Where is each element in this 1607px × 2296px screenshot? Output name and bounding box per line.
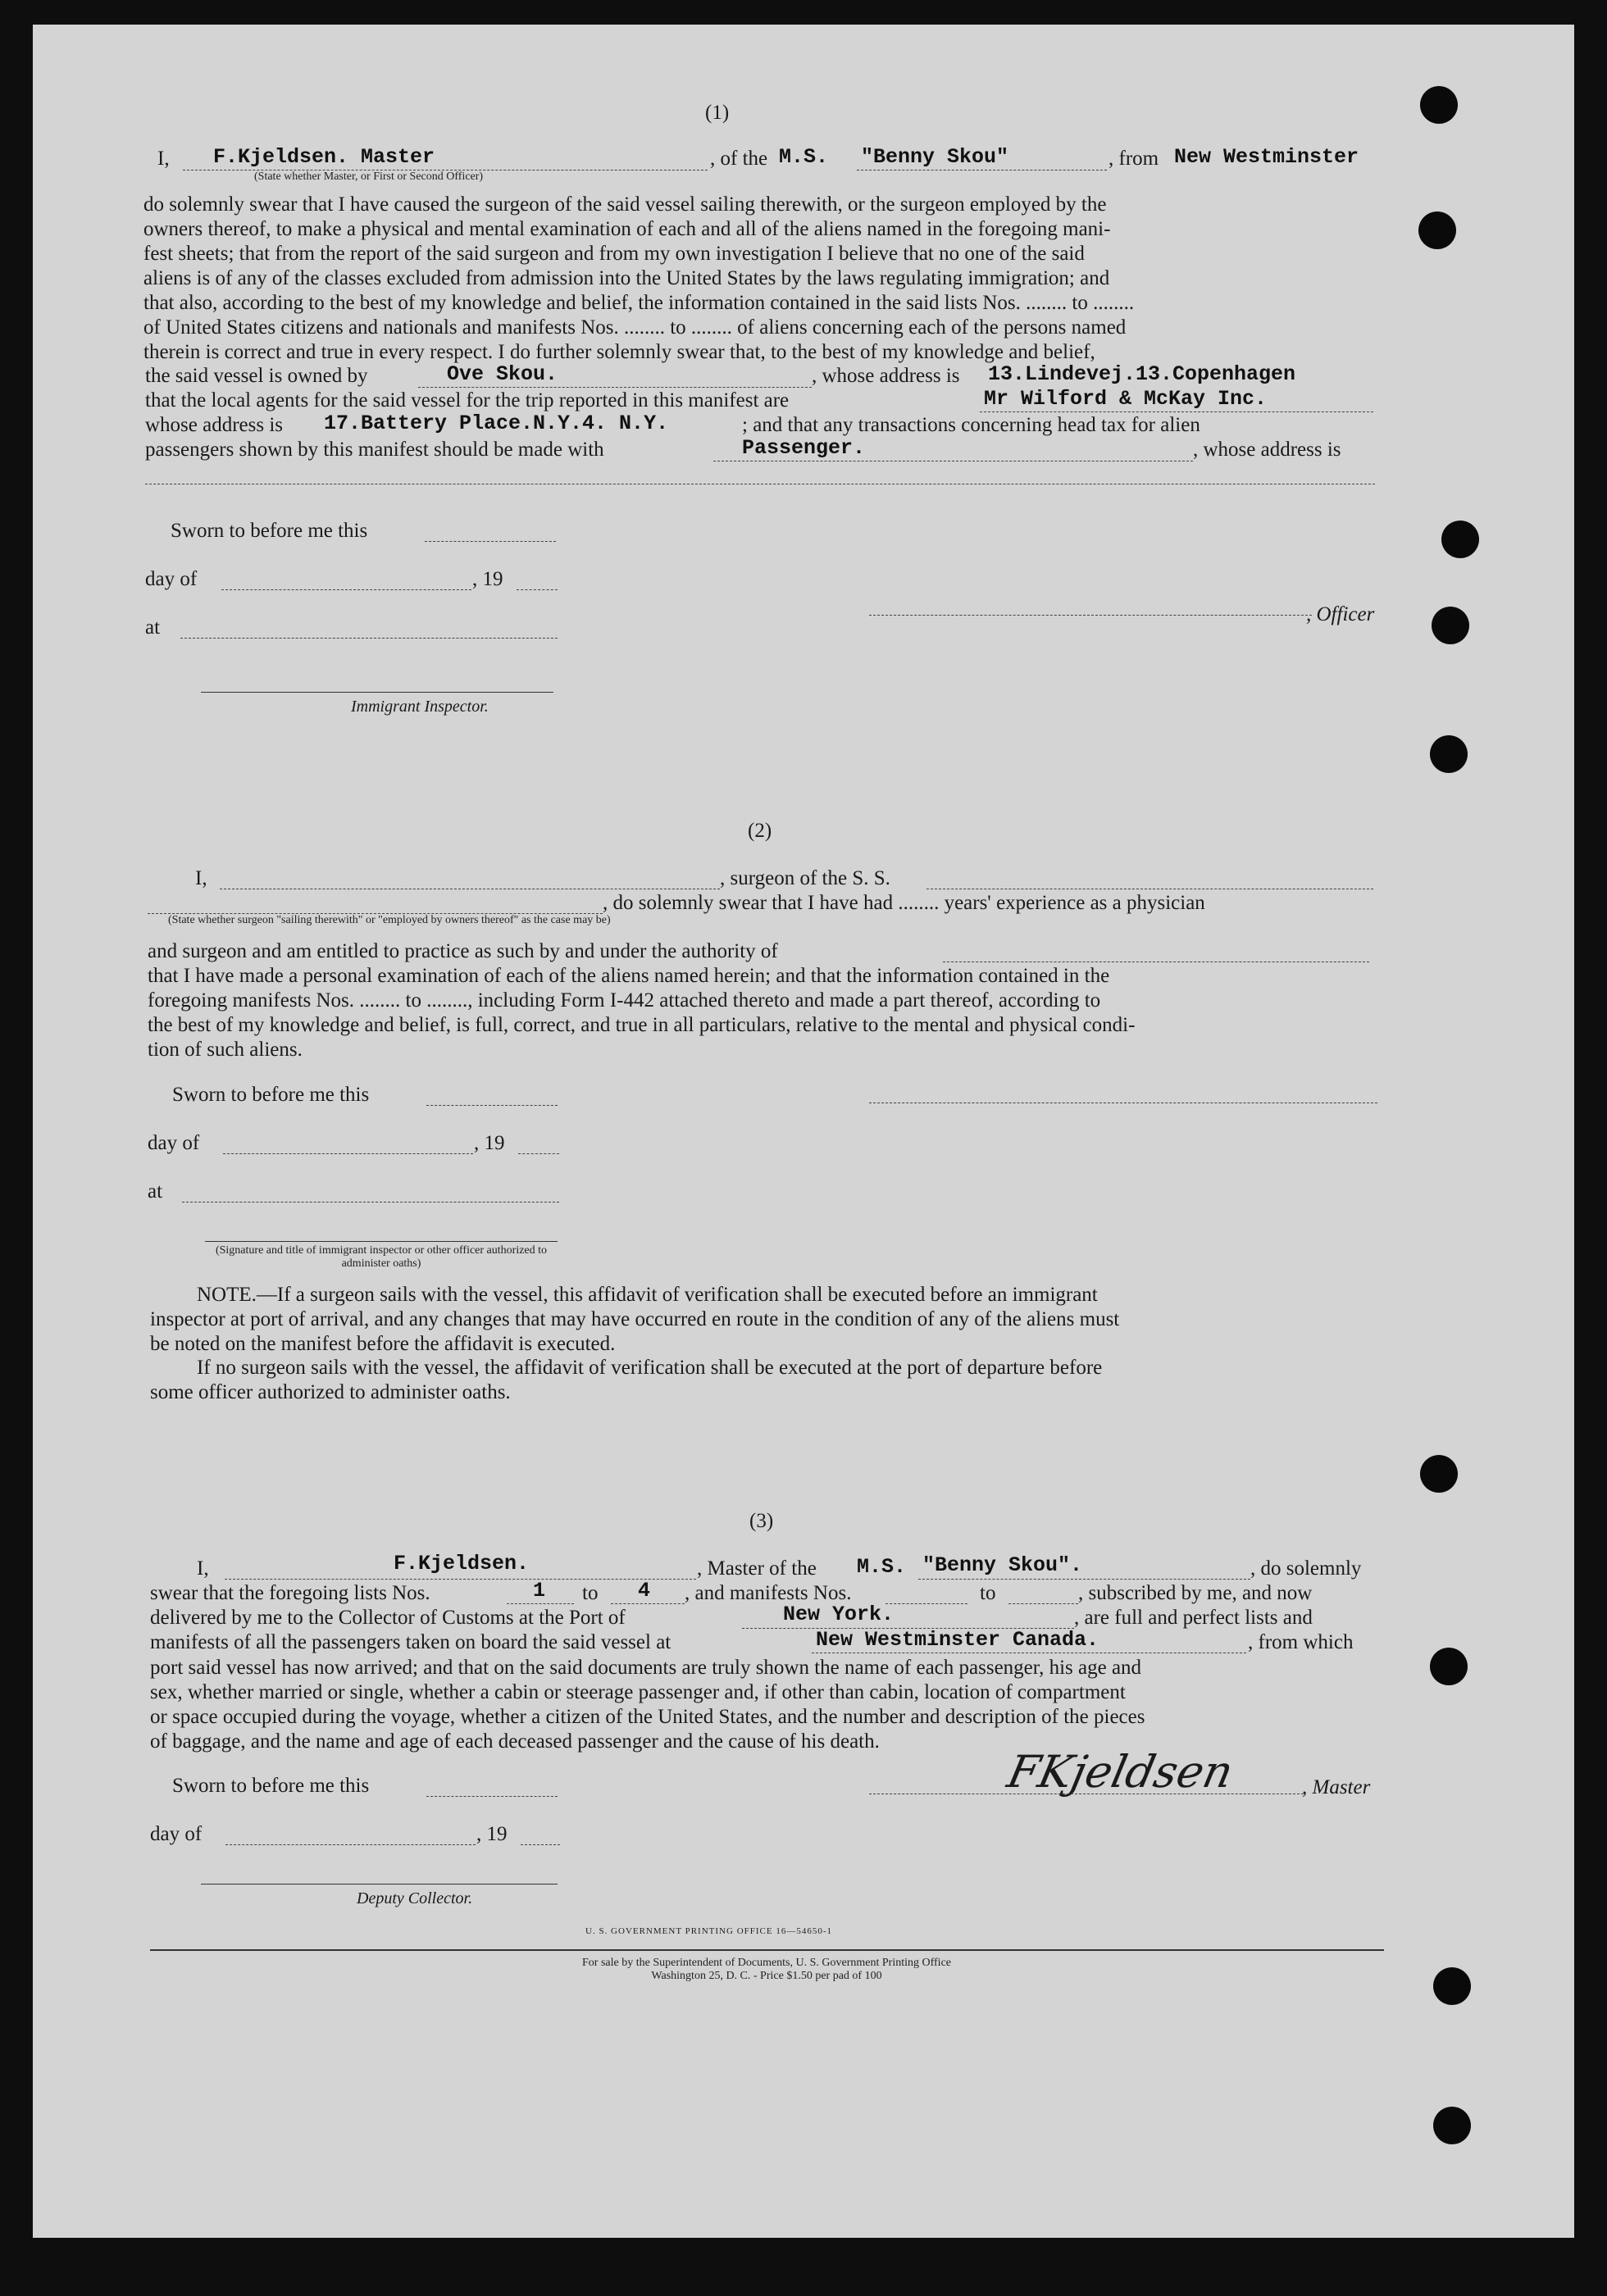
at-label: at [148, 1180, 163, 1203]
signature-note: (Signature and title of immigrant inspector or other officer authorized to administer oaths) [215, 1244, 548, 1270]
oath-line: owners thereof, to make a physical and mental examination of each and all of the aliens named in the foregoing mani- [143, 218, 1111, 240]
collector-caption: Deputy Collector. [357, 1889, 473, 1907]
oath-lead: I, [197, 1557, 209, 1580]
binder-hole [1441, 521, 1479, 558]
master-of-label: , Master of the [697, 1557, 817, 1580]
year-label: , 19 [474, 1132, 505, 1154]
rule [180, 638, 558, 639]
surgeon-note: (State whether surgeon "sailing therewith" or "employed by owners thereof" as the case may be) [168, 914, 611, 926]
note-line: some officer authorized to administer oaths. [150, 1381, 511, 1403]
oath-line: of United States citizens and nationals and manifests Nos. ........ to ........ of aliens concerning each of the persons named [143, 316, 1127, 339]
rule [225, 1844, 476, 1845]
inspector-caption: Immigrant Inspector. [351, 698, 489, 716]
officer-label: , Officer [1306, 603, 1375, 625]
rule [418, 387, 812, 388]
authority-label: and surgeon and am entitled to practice as such by and under the authority of [148, 940, 778, 962]
rule [425, 541, 556, 542]
oath-line: fest sheets; that from the report of the said surgeon and from my own investigation I believe that no one of the said [143, 243, 1085, 265]
vessel-prefix-field: M.S. [857, 1555, 907, 1579]
oath-line: the best of my knowledge and belief, is full, correct, and true in all particulars, relative to the mental and physical condi- [148, 1014, 1136, 1036]
vessel-prefix-field: M.S. [779, 145, 829, 169]
oath-lead: I, [157, 148, 170, 170]
section-number: (1) [705, 102, 730, 124]
from-port-field: New Westminster [1174, 145, 1359, 169]
rule [885, 1603, 967, 1604]
oath-line: or space occupied during the voyage, whether a citizen of the United States, and the number and description of the pieces [150, 1706, 1145, 1728]
binder-hole [1420, 86, 1458, 124]
sale-line: Washington 25, D. C. - Price $1.50 per pad of 100 [651, 1970, 882, 1982]
solemnly-label: , do solemnly [1250, 1557, 1362, 1580]
master-name-field: F.Kjeldsen. [394, 1552, 530, 1575]
full-perfect-label: , are full and perfect lists and [1074, 1607, 1313, 1629]
year-label: , 19 [476, 1823, 508, 1845]
day-of-label: day of [148, 1132, 200, 1154]
lists-label: swear that the foregoing lists Nos. [150, 1582, 430, 1604]
owned-by-label: the said vessel is owned by [145, 365, 368, 387]
agents-address-field: 17.Battery Place.N.Y.4. N.Y. [324, 411, 669, 435]
day-of-label: day of [150, 1823, 203, 1845]
rule [223, 1153, 473, 1154]
sworn-label: Sworn to before me this [171, 520, 368, 542]
manifests-label: , and manifests Nos. [685, 1582, 852, 1604]
owner-field: Ove Skou. [447, 362, 558, 386]
vessel-name-field: "Benny Skou". [922, 1553, 1083, 1577]
whose-address-end: , whose address is [1193, 439, 1341, 461]
oath-line: do solemnly swear that I have caused the surgeon of the said vessel sailing therewith, or the surgeon employed by the [143, 193, 1107, 216]
passengers-with-field: Passenger. [742, 436, 866, 460]
rule [225, 1579, 696, 1580]
binder-hole [1420, 1455, 1458, 1493]
document-page [33, 25, 1574, 2238]
binder-hole [1430, 735, 1468, 773]
rule [507, 1603, 574, 1604]
rule [517, 589, 558, 590]
section-number: (2) [748, 820, 772, 842]
sale-line: For sale by the Superintendent of Documents, U. S. Government Printing Office [582, 1957, 951, 1969]
note-line: If no surgeon sails with the vessel, the affidavit of verification shall be executed at the port of departure before [197, 1357, 1103, 1379]
binder-hole [1433, 1967, 1471, 2005]
rule [611, 1603, 685, 1604]
sworn-label: Sworn to before me this [172, 1775, 370, 1797]
master-label: , Master [1302, 1776, 1371, 1798]
port-field: New York. [783, 1603, 895, 1626]
subscribed-label: , subscribed by me, and now [1078, 1582, 1313, 1604]
oath-line: therein is correct and true in every respect. I do further solemnly swear that, to the best of my knowledge and belief, [143, 341, 1095, 363]
rule [205, 1241, 558, 1242]
whose-address-label: , whose address is [812, 365, 960, 387]
rule [426, 1105, 558, 1106]
to-label: to [582, 1582, 599, 1604]
year-label: , 19 [472, 568, 503, 590]
vessel-name-field: "Benny Skou" [861, 145, 1009, 169]
at-label: at [145, 616, 161, 639]
from-label: , from [1109, 148, 1159, 170]
rule [918, 1579, 1250, 1580]
rule [869, 615, 1312, 616]
oath-line: that I have made a personal examination of each of the aliens named herein; and that the information contained in the [148, 965, 1110, 987]
boarded-at-field: New Westminster Canada. [816, 1628, 1099, 1652]
lists-from-field: 1 [533, 1579, 546, 1603]
rule [182, 1202, 559, 1203]
section-number: (3) [749, 1510, 774, 1532]
agents-address-label: whose address is [145, 414, 284, 436]
binder-hole [1432, 607, 1469, 644]
rule [518, 1153, 559, 1154]
owner-address-field: 13.Lindevej.13.Copenhagen [988, 362, 1296, 386]
rule [980, 411, 1373, 412]
binder-hole [1430, 1648, 1468, 1685]
sworn-label: Sworn to before me this [172, 1084, 370, 1106]
rank-note: (State whether Master, or First or Second Officer) [254, 170, 484, 183]
day-of-label: day of [145, 568, 198, 590]
binder-hole [1433, 2107, 1471, 2144]
oath-line: aliens is of any of the classes excluded from admission into the United States by the laws regulating immigration; and [143, 267, 1110, 289]
agents-label: that the local agents for the said vessel for the trip reported in this manifest are [145, 389, 790, 411]
transactions-text: ; and that any transactions concerning head tax for alien [742, 414, 1200, 436]
oath-line: sex, whether married or single, whether a cabin or steerage passenger and, if other than cabin, location of compartment [150, 1681, 1126, 1703]
oath-line: of baggage, and the name and age of each deceased passenger and the cause of his death. [150, 1730, 880, 1753]
rule [201, 692, 553, 693]
note-line: be noted on the manifest before the affidavit is executed. [150, 1333, 616, 1355]
of-the-label: , of the [710, 148, 768, 170]
rule [201, 1884, 558, 1885]
footer-rule [150, 1949, 1384, 1951]
oath-line: foregoing manifests Nos. ........ to ........, including Form I-442 attached thereto and made a part thereof, according to [148, 989, 1101, 1012]
note-line: NOTE.—If a surgeon sails with the vessel, this affidavit of verification shall be executed before an immigrant [197, 1284, 1098, 1306]
rule [1008, 1603, 1078, 1604]
to-label: to [980, 1582, 996, 1604]
note-line: inspector at port of arrival, and any changes that may have occurred en route in the condition of any of the aliens must [150, 1308, 1120, 1330]
oath-line: that also, according to the best of my knowledge and belief, the information contained in the said lists Nos. ........ to ........ [143, 292, 1135, 314]
master-name-field: F.Kjeldsen. Master [213, 145, 435, 169]
master-signature: FKjeldsen [1003, 1746, 1238, 1798]
rule [426, 1796, 558, 1797]
manifests-of-label: manifests of all the passengers taken on board the said vessel at [150, 1631, 671, 1653]
binder-hole [1418, 211, 1456, 249]
oath-lead: I, [195, 867, 207, 889]
printing-office: U. S. GOVERNMENT PRINTING OFFICE 16—54650-1 [585, 1926, 833, 1936]
passengers-label: passengers shown by this manifest should be made with [145, 439, 604, 461]
swear-text: , do solemnly swear that I have had ........ years' experience as a physician [603, 892, 1205, 914]
rule [221, 589, 471, 590]
agents-field: Mr Wilford & McKay Inc. [984, 387, 1268, 411]
surgeon-of-label: , surgeon of the S. S. [720, 867, 890, 889]
delivered-label: delivered by me to the Collector of Customs at the Port of [150, 1607, 626, 1629]
oath-line: tion of such aliens. [148, 1039, 303, 1061]
rule [521, 1844, 560, 1845]
from-which-label: , from which [1248, 1631, 1354, 1653]
oath-line: port said vessel has now arrived; and that on the said documents are truly shown the name of each passenger, his age and [150, 1657, 1142, 1679]
lists-to-field: 4 [638, 1579, 651, 1603]
